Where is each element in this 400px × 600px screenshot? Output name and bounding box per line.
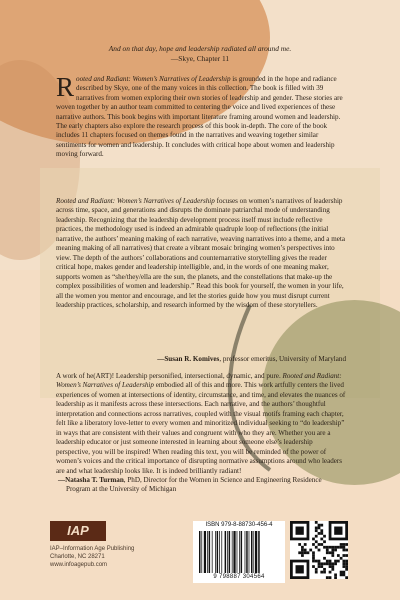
endorsement-lead: A work of he(ART)! Leadership personified, intersectional, dynamic, and pure. — [56, 372, 283, 380]
iap-logo: IAP — [50, 521, 106, 541]
description-body: is grounded in the hope and radiance described by Skye, one of the many voices in this collection. The book is filled with 39 narratives from women exploring their own stories of leadership and gender. These stories are woven together by an author team committed to centering the voice and lived experiences of these narrative authors. This book begins with important literature framing around women and leadership. The early chapters also explore the research process of this book in-depth. The core of the book includes 11 chapters focused on themes found in the narratives and weaving together similar sentiments for women and leadership. It concludes with critical hope about women and leadership moving forward. — [56, 75, 343, 159]
endorsement-book-title: Rooted and Radiant: Women’s Narratives of Leadership — [56, 197, 215, 205]
epigraph — [60, 44, 340, 63]
endorsement-body: embodied all of this and more. This work artfully centers the lived experiences of women at intersections of identity, circumstance, and time, and elevates the nuances of leadership as it manifests across these intersections. Each narrative, and the authors’ thoughtful interpretation and connections across narratives, coupled with the visual motifs framing each chapter, felt like a liberatory love-letter to every women and minoritized individual seeking to “do leadership” in ways that are consistent with their values and congruent with who they are. Whether you are a leadership educator or just someone interested in learning about someone else’s leadership perspective, you will be inspired! When reading this text, you will be reminded of the power of women’s voices and the critical importance of disrupting normative assumptions around who leaders are and what leadership looks like. It is indeed brilliantly radiant! — [56, 381, 346, 475]
endorser-name: —Susan R. Komives — [157, 355, 220, 363]
barcode-digits: 9 798887 304564 — [213, 574, 265, 580]
drop-cap: R — [56, 72, 75, 102]
epigraph-attribution: —Skye, Chapter 11 — [170, 53, 230, 63]
book-description — [56, 72, 346, 160]
endorsement-turman — [56, 372, 346, 495]
endorsement-komives-attribution — [100, 355, 346, 364]
endorsement-turman-attribution — [56, 476, 346, 495]
endorsement-komives — [56, 197, 346, 310]
endorser-title: , professor emeritus, University of Maryland — [219, 355, 346, 363]
qr-code — [290, 521, 348, 579]
publisher-info — [50, 545, 180, 569]
endorsement-book-title: Rooted and Radiant: Women’s Narratives of Leadership — [56, 372, 342, 390]
endorsement-body: focuses on women’s narratives of leadership across time, space, and generations and disrupts the dominate patriarchal mode of understanding leadership. Recognizing that the leadership development process itself must include reflective practices, the methodology used is indeed an admirable quadruple loop of reflections (the initial narrative, the authors’ meaning making of each narrative, weaving narratives into a theme, and a meta meaning making of all narratives) that create a vibrant mosaic bringing women’s perspectives into view. The depth of the authors’ collaborations and counternarrative storytelling gives the reader critical hope, makes gender and leadership intelligible, and, in the words of one meaning maker, supports women as “she/they/ella are the sun, the planets, and the constellations that make-up the complex possibilities of women and leadership.” Read this book for yourself, the women in your life, all the women you mentor and encourage, and let the stories guide how you must disrupt current leadership practices, scholarship, and research informed by the wisdom of these storytellers. — [56, 197, 346, 309]
barcode-bars — [197, 531, 281, 573]
book-title: ooted and Radiant: Women’s Narratives of Leadership — [76, 75, 231, 83]
publisher-city: Charlotte, NC 28271 — [50, 554, 105, 560]
publisher-name: IAP–Information Age Publishing — [50, 546, 135, 552]
publisher-website: www.infoagepub.com — [50, 562, 108, 568]
isbn-barcode — [193, 521, 285, 583]
endorser-name: —Natasha T. Turman — [58, 475, 124, 484]
isbn-label: ISBN 979-8-88730-456-4 — [205, 522, 273, 528]
epigraph-text: And on that day, hope and leadership radiated all around me. — [108, 44, 292, 53]
endorser-title: , PhD, Director for the Women in Science and Engineering Residence Program at the University of Michigan — [66, 475, 322, 494]
